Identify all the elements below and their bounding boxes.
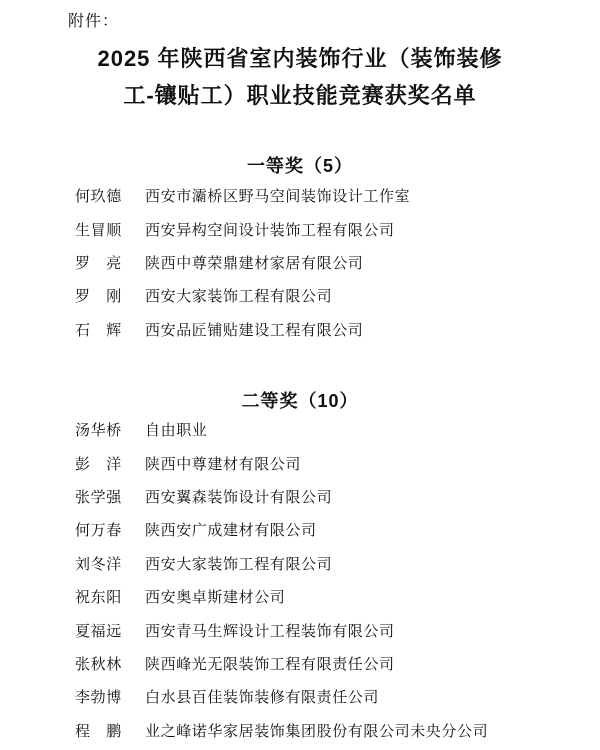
winner-org: 西安异构空间设计装饰工程有限公司 xyxy=(145,222,395,239)
second-prize-heading: 二等奖（10） xyxy=(241,391,359,411)
winner-org: 西安大家装饰工程有限公司 xyxy=(145,556,333,573)
winner-org: 西安奥卓斯建材公司 xyxy=(145,590,286,607)
winner-name: 何万春 xyxy=(75,523,122,540)
winner-name: 汤华桥 xyxy=(75,423,122,440)
winner-row xyxy=(75,179,580,212)
winner-row xyxy=(75,480,580,513)
winner-org: 陕西峰光无限装饰工程有限责任公司 xyxy=(145,656,395,673)
winner-name: 彭 洋 xyxy=(75,456,122,473)
winner-org: 西安青马生辉设计工程装饰有限公司 xyxy=(145,623,395,640)
winner-org: 业之峰诺华家居装饰集团股份有限公司未央分公司 xyxy=(145,723,489,740)
winner-row xyxy=(75,680,580,713)
winner-row xyxy=(75,714,580,747)
winner-org: 陕西安广成建材有限公司 xyxy=(145,523,317,540)
winner-name: 程 鹏 xyxy=(75,723,122,740)
winner-org: 白水县百佳装饰装修有限责任公司 xyxy=(145,690,380,707)
winner-row xyxy=(75,613,580,646)
winner-row xyxy=(75,413,580,446)
document-title-line-1: 2025 年陕西省室内装饰行业（装饰装修 xyxy=(97,46,503,71)
winner-name: 张学强 xyxy=(75,489,122,506)
winner-row xyxy=(75,279,580,312)
winner-name: 罗 亮 xyxy=(75,255,122,272)
winner-name: 李勃博 xyxy=(75,690,122,707)
winner-name: 石 辉 xyxy=(75,322,122,339)
winner-row xyxy=(75,513,580,546)
winner-org: 陕西中尊建材有限公司 xyxy=(145,456,302,473)
winner-org: 自由职业 xyxy=(145,423,208,440)
winner-row xyxy=(75,547,580,580)
winner-org: 西安市灞桥区野马空间装饰设计工作室 xyxy=(145,189,411,206)
winner-name: 罗 刚 xyxy=(75,289,122,306)
winner-org: 西安翼森装饰设计有限公司 xyxy=(145,489,333,506)
winner-name: 何玖德 xyxy=(75,189,122,206)
winner-row xyxy=(75,246,580,279)
document-title-line-2: 工-镶贴工）职业技能竞赛获奖名单 xyxy=(123,83,477,108)
winner-name: 张秋林 xyxy=(75,656,122,673)
document-title xyxy=(0,40,600,114)
winner-row xyxy=(75,647,580,680)
attachment-label: 附件： xyxy=(68,13,120,30)
second-prize-list xyxy=(75,413,580,747)
first-prize-heading: 一等奖（5） xyxy=(246,156,353,176)
winner-row xyxy=(75,446,580,479)
winner-name: 生冒顺 xyxy=(75,222,122,239)
winner-name: 夏福远 xyxy=(75,623,122,640)
winner-row xyxy=(75,212,580,245)
winner-name: 祝东阳 xyxy=(75,590,122,607)
winner-row xyxy=(75,313,580,346)
winner-org: 西安品匠铺贴建设工程有限公司 xyxy=(145,322,364,339)
winner-org: 陕西中尊荣鼎建材家居有限公司 xyxy=(145,255,364,272)
winner-row xyxy=(75,580,580,613)
first-prize-list xyxy=(75,179,580,346)
winner-org: 西安大家装饰工程有限公司 xyxy=(145,289,333,306)
winner-name: 刘冬洋 xyxy=(75,556,122,573)
